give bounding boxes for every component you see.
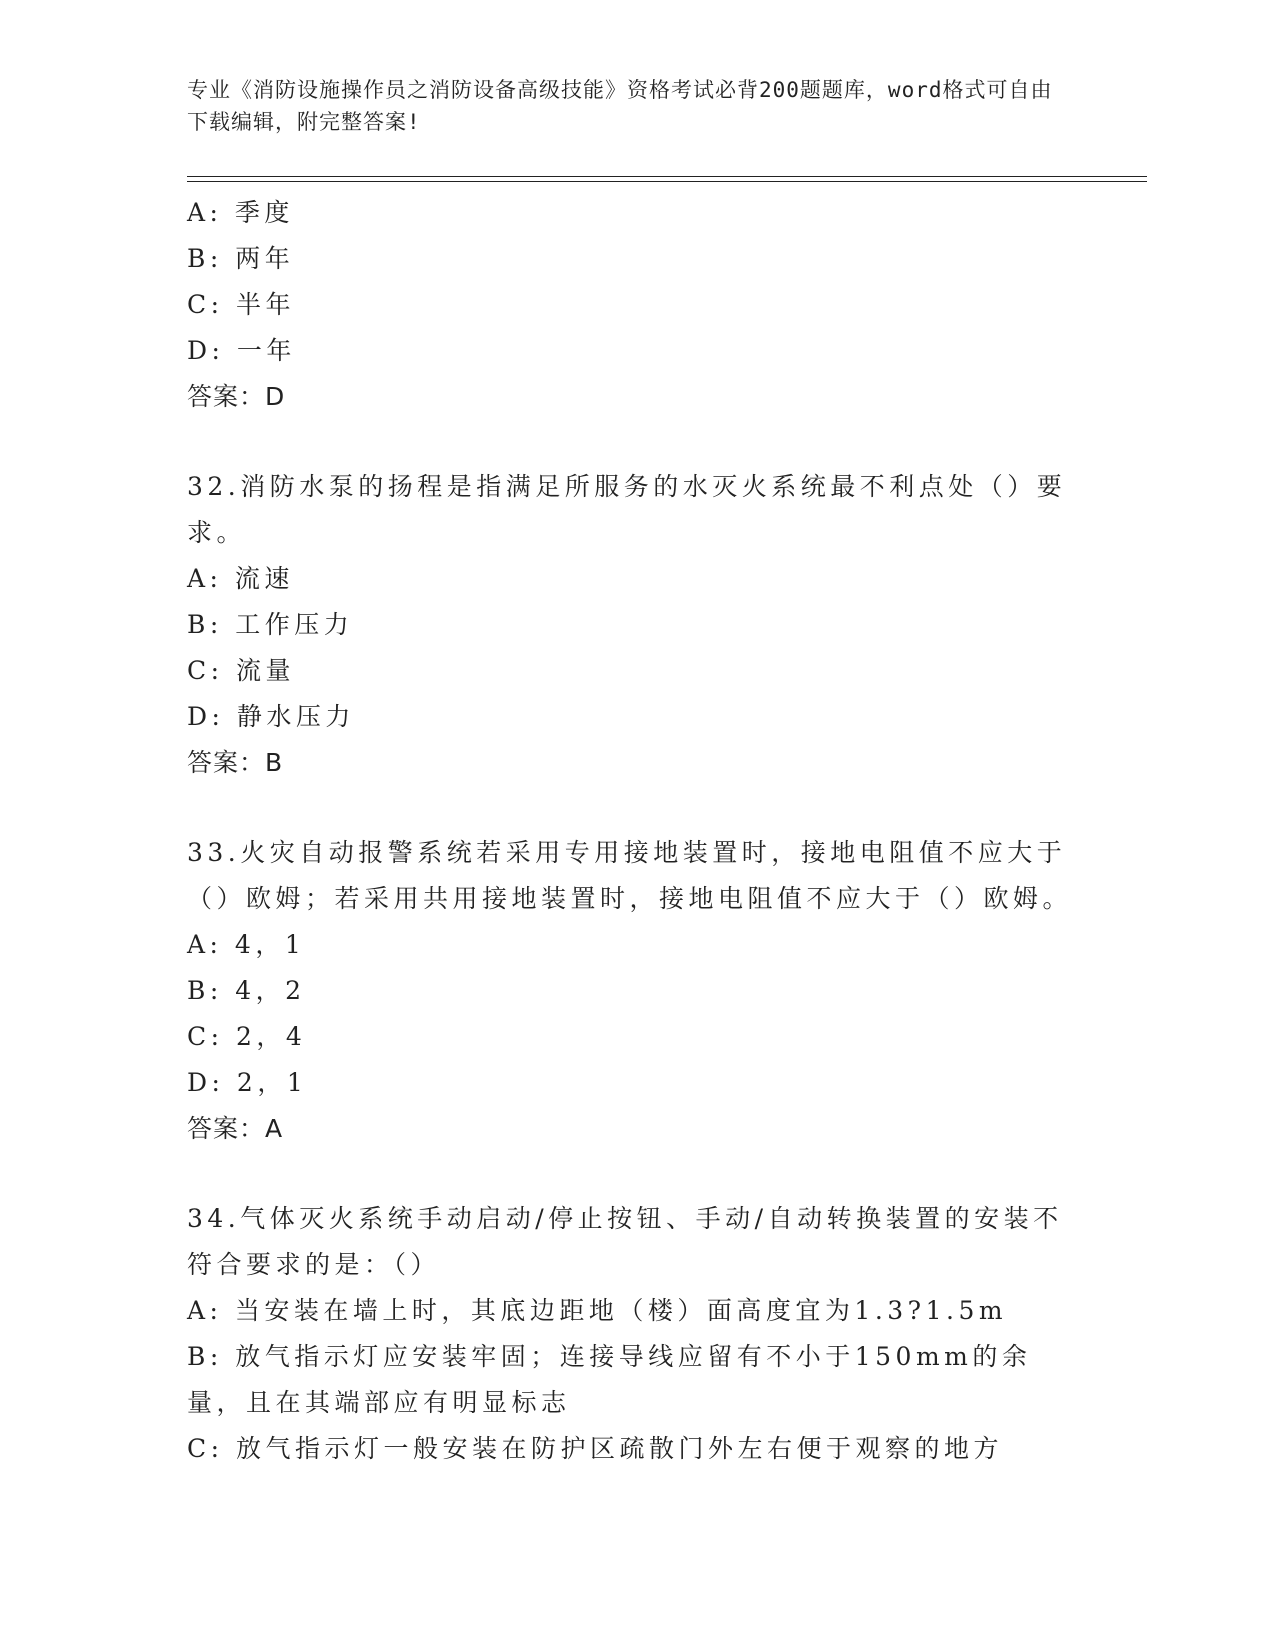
answer-line: 答案：B [187, 748, 284, 777]
question-33 [187, 830, 1087, 1152]
option-d: D: 静水压力 [187, 702, 355, 731]
question-34 [187, 1196, 1087, 1472]
option-a: A: 4，1 [187, 930, 306, 959]
option-a: A: 流速 [187, 564, 294, 593]
question-list [187, 190, 1087, 1472]
option-c: C: 2，4 [187, 1022, 307, 1051]
question-stem: 32.消防水泵的扬程是指满足所服务的水灭火系统最不利点处（）要求。 [187, 472, 1067, 547]
option-b: B: 两年 [187, 244, 295, 273]
question-stem: 34.气体灭火系统手动启动/停止按钮、手动/自动转换装置的安装不符合要求的是：（） [187, 1204, 1063, 1279]
option-b: B: 工作压力 [187, 610, 354, 639]
question-31 [187, 190, 1087, 420]
option-a: A: 季度 [187, 198, 294, 227]
option-c: C: 半年 [187, 290, 295, 319]
option-c: C: 流量 [187, 656, 295, 685]
option-b: B: 放气指示灯应安装牢固；连接导线应留有不小于150mm的余量，且在其端部应有明显标志 [187, 1342, 1032, 1417]
question-32 [187, 464, 1087, 786]
answer-line: 答案：A [187, 1114, 284, 1143]
answer-line: 答案：D [187, 382, 286, 411]
document-header [187, 74, 1067, 138]
header-divider-bottom [187, 181, 1147, 182]
option-c: C: 放气指示灯一般安装在防护区疏散门外左右便于观察的地方 [187, 1434, 1004, 1463]
option-d: D: 2，1 [187, 1068, 308, 1097]
header-text: 专业《消防设施操作员之消防设备高级技能》资格考试必背200题题库，word格式可自由下载编辑，附完整答案! [187, 78, 1053, 134]
question-stem: 33.火灾自动报警系统若采用专用接地装置时，接地电阻值不应大于（）欧姆；若采用共用接地装置时，接地电阻值不应大于（）欧姆。 [187, 838, 1073, 913]
option-b: B: 4，2 [187, 976, 306, 1005]
option-d: D: 一年 [187, 336, 296, 365]
header-divider-top [187, 176, 1147, 177]
option-a: A: 当安装在墙上时，其底边距地（楼）面高度宜为1.3?1.5m [187, 1296, 1008, 1325]
